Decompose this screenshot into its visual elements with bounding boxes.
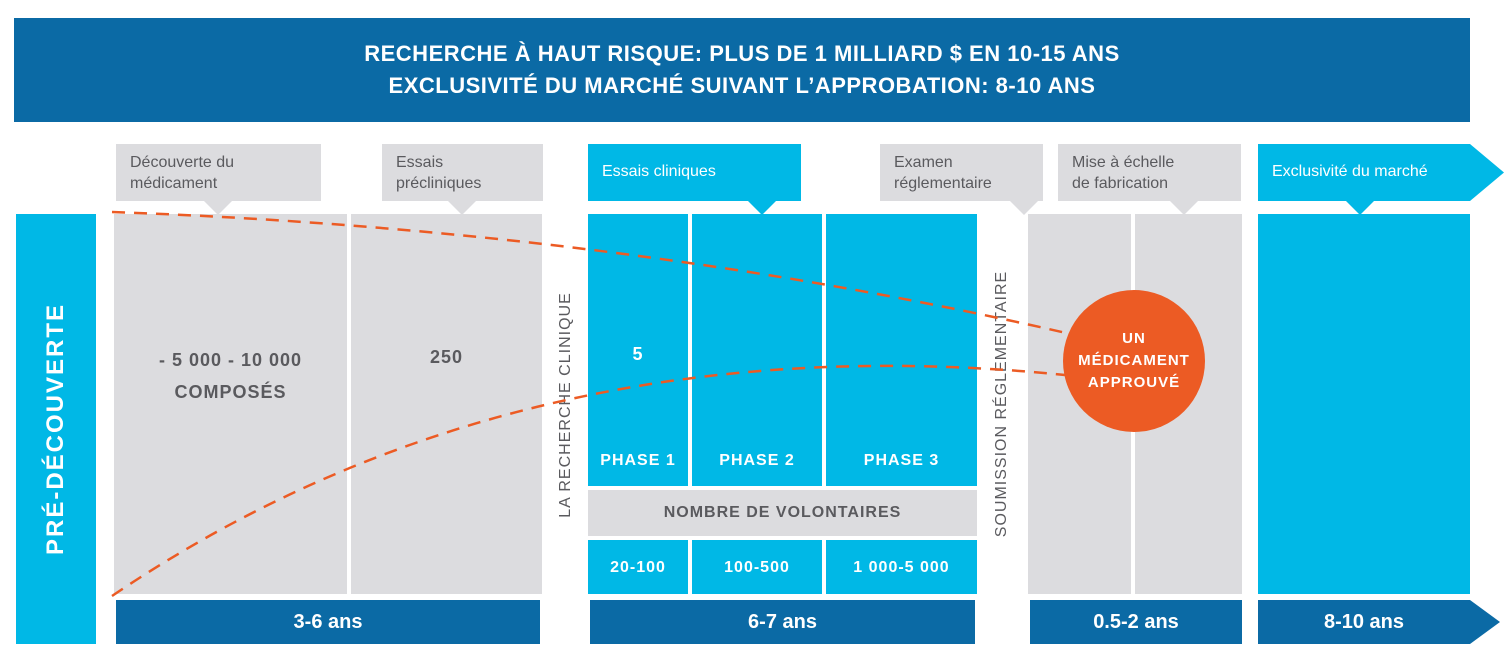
callout-scaleup-line-1: Mise à échelle [1072,154,1175,171]
approved-line-3: APPROUVÉ [1087,374,1181,391]
header-line-1: RECHERCHE À HAUT RISQUE: PLUS DE 1 MILLIARD $ EN 10-15 ANS [364,41,1120,66]
duration-arrow-tip [1470,600,1500,644]
header-line-2: EXCLUSIVITÉ DU MARCHÉ SUIVANT L’APPROBATION: 8-10 ANS [388,73,1096,98]
regulatory-submission-label: SOUMISSION RÉGLEMENTAIRE [993,270,1010,538]
approved-line-2: MÉDICAMENT [1078,352,1190,369]
callout-drug-discovery-line-2: médicament [130,175,218,192]
volunteers-label: NOMBRE DE VOLONTAIRES [663,504,902,521]
callout-drug-discovery-line-1: Découverte du [130,154,235,171]
clinical-count: 5 [632,344,644,364]
callout-preclinical-line-2: précliniques [396,175,482,192]
duration-clinical: 6-7 ans [748,610,817,633]
phase-3-label: PHASE 3 [863,452,940,469]
callout-review-line-2: réglementaire [894,175,992,192]
phase-1-label: PHASE 1 [600,452,676,469]
approved-line-1: UN [1122,330,1146,347]
callout-exclusivity-label: Exclusivité du marché [1272,163,1428,180]
clinical-research-label: LA RECHERCHE CLINIQUE [557,292,574,518]
approved-drug-circle [1063,290,1205,432]
callout-clinical-label: Essais cliniques [602,163,716,180]
volunteers-phase-3: 1 000-5 000 [853,559,950,576]
duration-bar-exclusivity [1258,600,1470,644]
duration-regulatory: 0.5-2 ans [1093,610,1179,633]
funnel-lower-line [112,366,1065,596]
callout-review-line-1: Examen [894,154,953,171]
callout-scaleup-line-2: de fabrication [1072,175,1169,192]
compounds-label: COMPOSÉS [174,382,287,402]
duration-bar-regulatory [1030,600,1242,644]
duration-bar-discovery [116,600,540,644]
duration-discovery: 3-6 ans [293,610,363,633]
phase-2-label: PHASE 2 [719,452,795,469]
duration-exclusivity: 8-10 ans [1323,610,1405,633]
duration-bar-clinical [590,600,975,644]
funnel-upper-line [112,212,1075,335]
compounds-range: - 5 000 - 10 000 [158,350,303,370]
pre-discovery-label: PRÉ-DÉCOUVERTE [42,302,69,556]
volunteers-phase-2: 100-500 [724,559,790,576]
callout-preclinical-line-1: Essais [396,154,444,171]
preclinical-count: 250 [429,347,464,367]
volunteers-phase-1: 20-100 [610,559,666,576]
